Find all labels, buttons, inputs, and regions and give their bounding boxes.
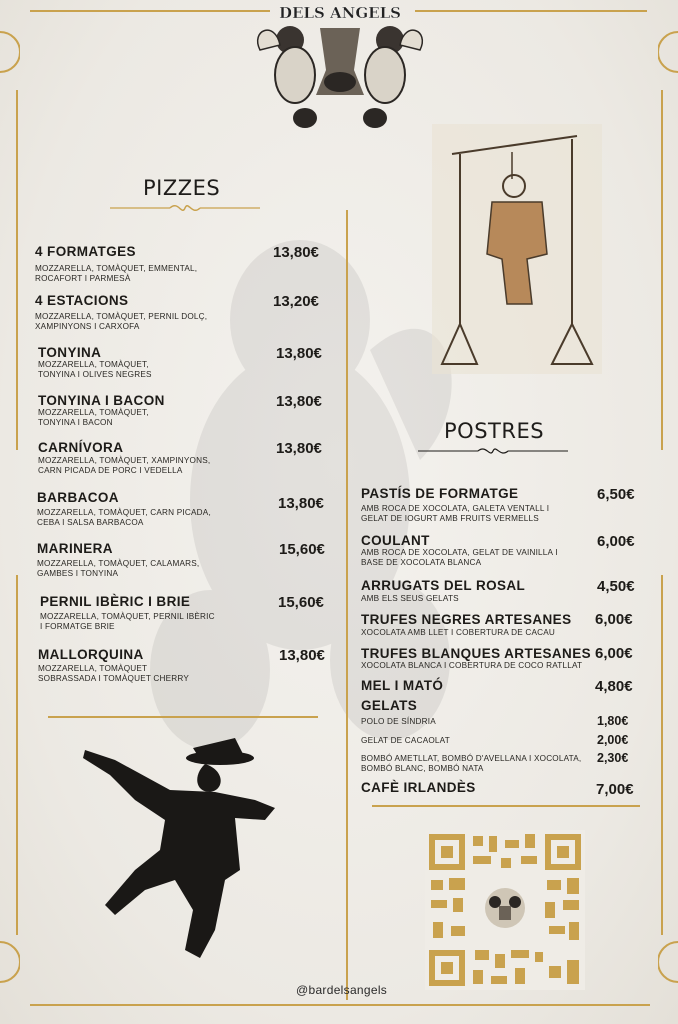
corner-ornament-icon (0, 940, 20, 984)
postre-desc: AMB ELS SEUS GELATS (361, 594, 459, 603)
instagram-handle[interactable]: @bardelsangels (296, 983, 388, 997)
pizza-price: 13,80€ (276, 440, 322, 457)
dancer-silhouette-icon (75, 730, 285, 960)
pizza-desc: MOZZARELLA, TOMÀQUET, TONYINA I OLIVES NEGRES (38, 360, 152, 379)
pizza-desc: MOZZARELLA, TOMÀQUET, CARN PICADA, CEBA I SALSA BARBACOA (37, 508, 211, 527)
pizza-desc: MOZZARELLA, TOMÀQUET, PERNIL DOLÇ, XAMPINYONS I CARXOFA (35, 312, 208, 331)
gelat-desc: GELAT DE CACAOLAT (361, 736, 450, 745)
pizza-name: TONYINA (38, 345, 102, 360)
pizza-price: 15,60€ (279, 541, 325, 558)
postre-name: TRUFES NEGRES ARTESANES (361, 612, 572, 627)
left-border-top (16, 90, 18, 450)
postre-price: 6,00€ (597, 533, 635, 550)
pizza-name: 4 FORMATGES (35, 244, 136, 259)
postre-price: 4,80€ (595, 678, 633, 695)
pizza-name: BARBACOA (37, 490, 119, 505)
gelat-price: 2,00€ (597, 733, 629, 747)
pizza-desc: MOZZARELLA, TOMÀQUET, PERNIL IBÈRIC I FORMATGE BRIE (40, 612, 215, 631)
postre-desc: AMB ROCA DE XOCOLATA, GALETA VENTALL I GELAT DE IOGURT AMB FRUITS VERMELLS (361, 504, 550, 523)
pizza-desc: MOZZARELLA, TOMÀQUET, CALAMARS, GAMBES I TONYINA (37, 559, 200, 578)
pizza-price: 13,80€ (276, 393, 322, 410)
bottom-rule (30, 1004, 650, 1006)
top-rule-left (30, 10, 270, 12)
heading-flourish-icon (110, 200, 260, 216)
pizza-price: 13,80€ (278, 495, 324, 512)
pizza-name: MALLORQUINA (38, 647, 144, 662)
pizza-name: CARNÍVORA (38, 440, 124, 455)
postres-bottom-rule (372, 805, 640, 807)
right-border-top (661, 90, 663, 450)
cafe-name: CAFÈ IRLANDÈS (361, 780, 476, 795)
postre-desc: AMB ROCA DE XOCOLATA, GELAT DE VAINILLA I BASE DE XOCOLATA BLANCA (361, 548, 558, 567)
postre-name: MEL I MATÓ (361, 678, 444, 693)
corner-ornament-icon (658, 30, 678, 74)
postre-name: PASTÍS DE FORMATGE (361, 486, 519, 501)
pizza-price: 13,80€ (276, 345, 322, 362)
postre-name: COULANT (361, 533, 430, 548)
pizza-name: TONYINA I BACON (38, 393, 165, 408)
pizza-price: 13,80€ (279, 647, 325, 664)
gelat-desc: BOMBÓ AMETLLAT, BOMBÓ D'AVELLANA I XOCOLATA, BOMBÓ BLANC, BOMBÓ NATA (361, 754, 582, 773)
pizza-desc: MOZZARELLA, TOMÀQUET, TONYINA I BACON (38, 408, 149, 427)
postres-heading: POSTRES (444, 419, 545, 443)
pizzes-heading: PIZZES (143, 176, 221, 200)
postre-price: 4,50€ (597, 578, 635, 595)
right-border-bottom (661, 575, 663, 935)
postre-price: 6,00€ (595, 611, 633, 628)
postre-name: TRUFES BLANQUES ARTESANES (361, 646, 592, 661)
postre-name: GELATS (361, 698, 418, 713)
pizza-desc: MOZZARELLA, TOMÀQUET, EMMENTAL, ROCAFORT I PARMESÀ (35, 264, 198, 283)
pizza-price: 13,80€ (273, 244, 319, 261)
heading-flourish-icon (418, 444, 568, 458)
postre-name: ARRUGATS DEL ROSAL (361, 578, 526, 593)
hanged-man-sketch-icon (432, 124, 602, 374)
left-border-bottom (16, 575, 18, 935)
pizza-price: 15,60€ (278, 594, 324, 611)
top-rule-right (415, 10, 647, 12)
pizza-name: PERNIL IBÈRIC I BRIE (40, 594, 191, 609)
postre-desc: XOCOLATA BLANCA I COBERTURA DE COCO RATLLAT (361, 661, 583, 670)
corner-ornament-icon (0, 30, 20, 74)
pizzes-bottom-rule (48, 716, 318, 718)
gelat-desc: POLO DE SÍNDRIA (361, 717, 436, 726)
angels-logo-icon (250, 0, 430, 140)
pizza-desc: MOZZARELLA, TOMÀQUET, XAMPINYONS, CARN PICADA DE PORC I VEDELLA (38, 456, 211, 475)
gelat-price: 2,30€ (597, 751, 629, 765)
logo-text: DELS ANGELS (278, 4, 402, 22)
pizza-desc: MOZZARELLA, TOMÀQUET SOBRASSADA I TOMÀQUET CHERRY (38, 664, 190, 683)
postre-price: 6,00€ (595, 645, 633, 662)
corner-ornament-icon (658, 940, 678, 984)
pizza-name: 4 ESTACIONS (35, 293, 129, 308)
pizza-name: MARINERA (37, 541, 113, 556)
qr-code-icon[interactable] (425, 830, 585, 990)
pizza-price: 13,20€ (273, 293, 319, 310)
center-divider (346, 210, 348, 1000)
postre-price: 6,50€ (597, 486, 635, 503)
postre-desc: XOCOLATA AMB LLET I COBERTURA DE CACAU (361, 628, 555, 637)
gelat-price: 1,80€ (597, 714, 629, 728)
cafe-price: 7,00€ (596, 781, 634, 798)
